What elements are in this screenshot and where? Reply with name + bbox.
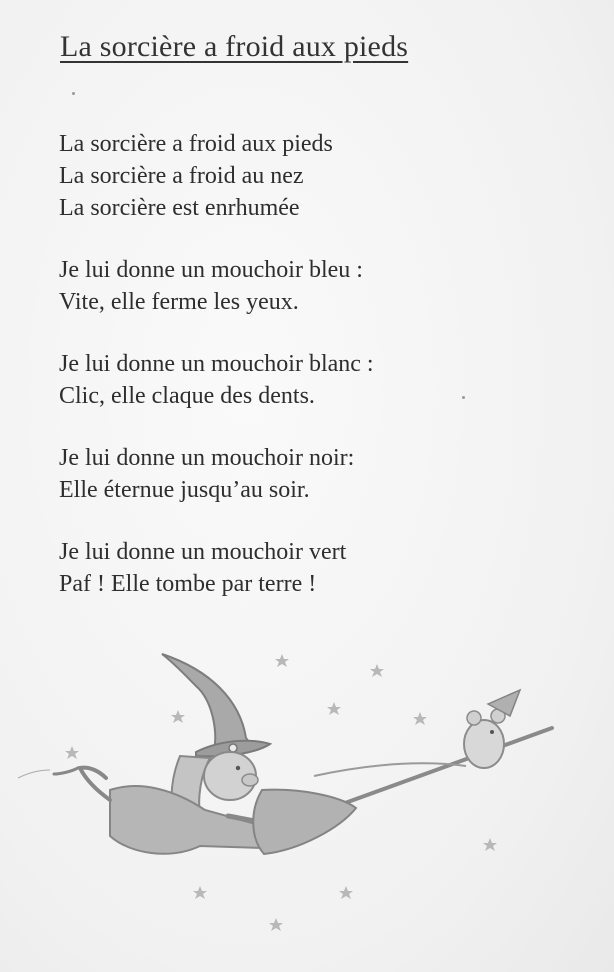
- star-icon: [65, 746, 79, 759]
- broom-bristles: [253, 790, 356, 854]
- poem-body: [59, 128, 579, 630]
- mouse-tail: [314, 763, 466, 776]
- poem-line: Vite, elle ferme les yeux.: [59, 289, 299, 315]
- poem-line: La sorcière a froid aux pieds: [59, 131, 333, 157]
- poem-title: La sorcière a froid aux pieds: [60, 30, 409, 63]
- star-icon: [370, 664, 384, 677]
- poem-line: Clic, elle claque des dents.: [59, 383, 315, 409]
- poem-line: Elle éternue jusqu’au soir.: [59, 477, 310, 503]
- poem-line: Je lui donne un mouchoir bleu :: [59, 257, 363, 283]
- star-icon: [275, 654, 289, 667]
- stanza-4: [59, 442, 579, 506]
- star-icon: [339, 886, 353, 899]
- star-icon: [171, 710, 185, 723]
- poem-line: La sorcière est enrhumée: [59, 195, 300, 221]
- mouse-body: [464, 720, 504, 768]
- poem-line: La sorcière a froid au nez: [59, 163, 304, 189]
- star-icon: [269, 918, 283, 931]
- hat-buckle: [229, 744, 237, 752]
- stanza-2: [59, 254, 579, 318]
- witch-shoe: [54, 768, 78, 774]
- poem-line: Je lui donne un mouchoir vert: [59, 539, 347, 565]
- witch-nose: [242, 774, 258, 786]
- stanza-3: [59, 348, 579, 412]
- witch-illustration: [0, 640, 614, 940]
- poem-line: Paf ! Elle tombe par terre !: [59, 571, 317, 597]
- poem-line: Je lui donne un mouchoir noir:: [59, 445, 355, 471]
- witch-leg: [80, 768, 110, 800]
- mouse-ear: [467, 711, 481, 725]
- witch-eye: [236, 766, 240, 770]
- poem-line: Je lui donne un mouchoir blanc :: [59, 351, 374, 377]
- star-icon: [327, 702, 341, 715]
- scan-speck: [72, 92, 75, 95]
- witch-hat: [162, 654, 254, 752]
- mouse-eye: [490, 730, 494, 734]
- star-icon: [413, 712, 427, 725]
- star-icon: [193, 886, 207, 899]
- star-icon: [483, 838, 497, 851]
- sketch-mark: [18, 770, 50, 778]
- stanza-5: [59, 536, 579, 600]
- stanza-1: [59, 128, 579, 224]
